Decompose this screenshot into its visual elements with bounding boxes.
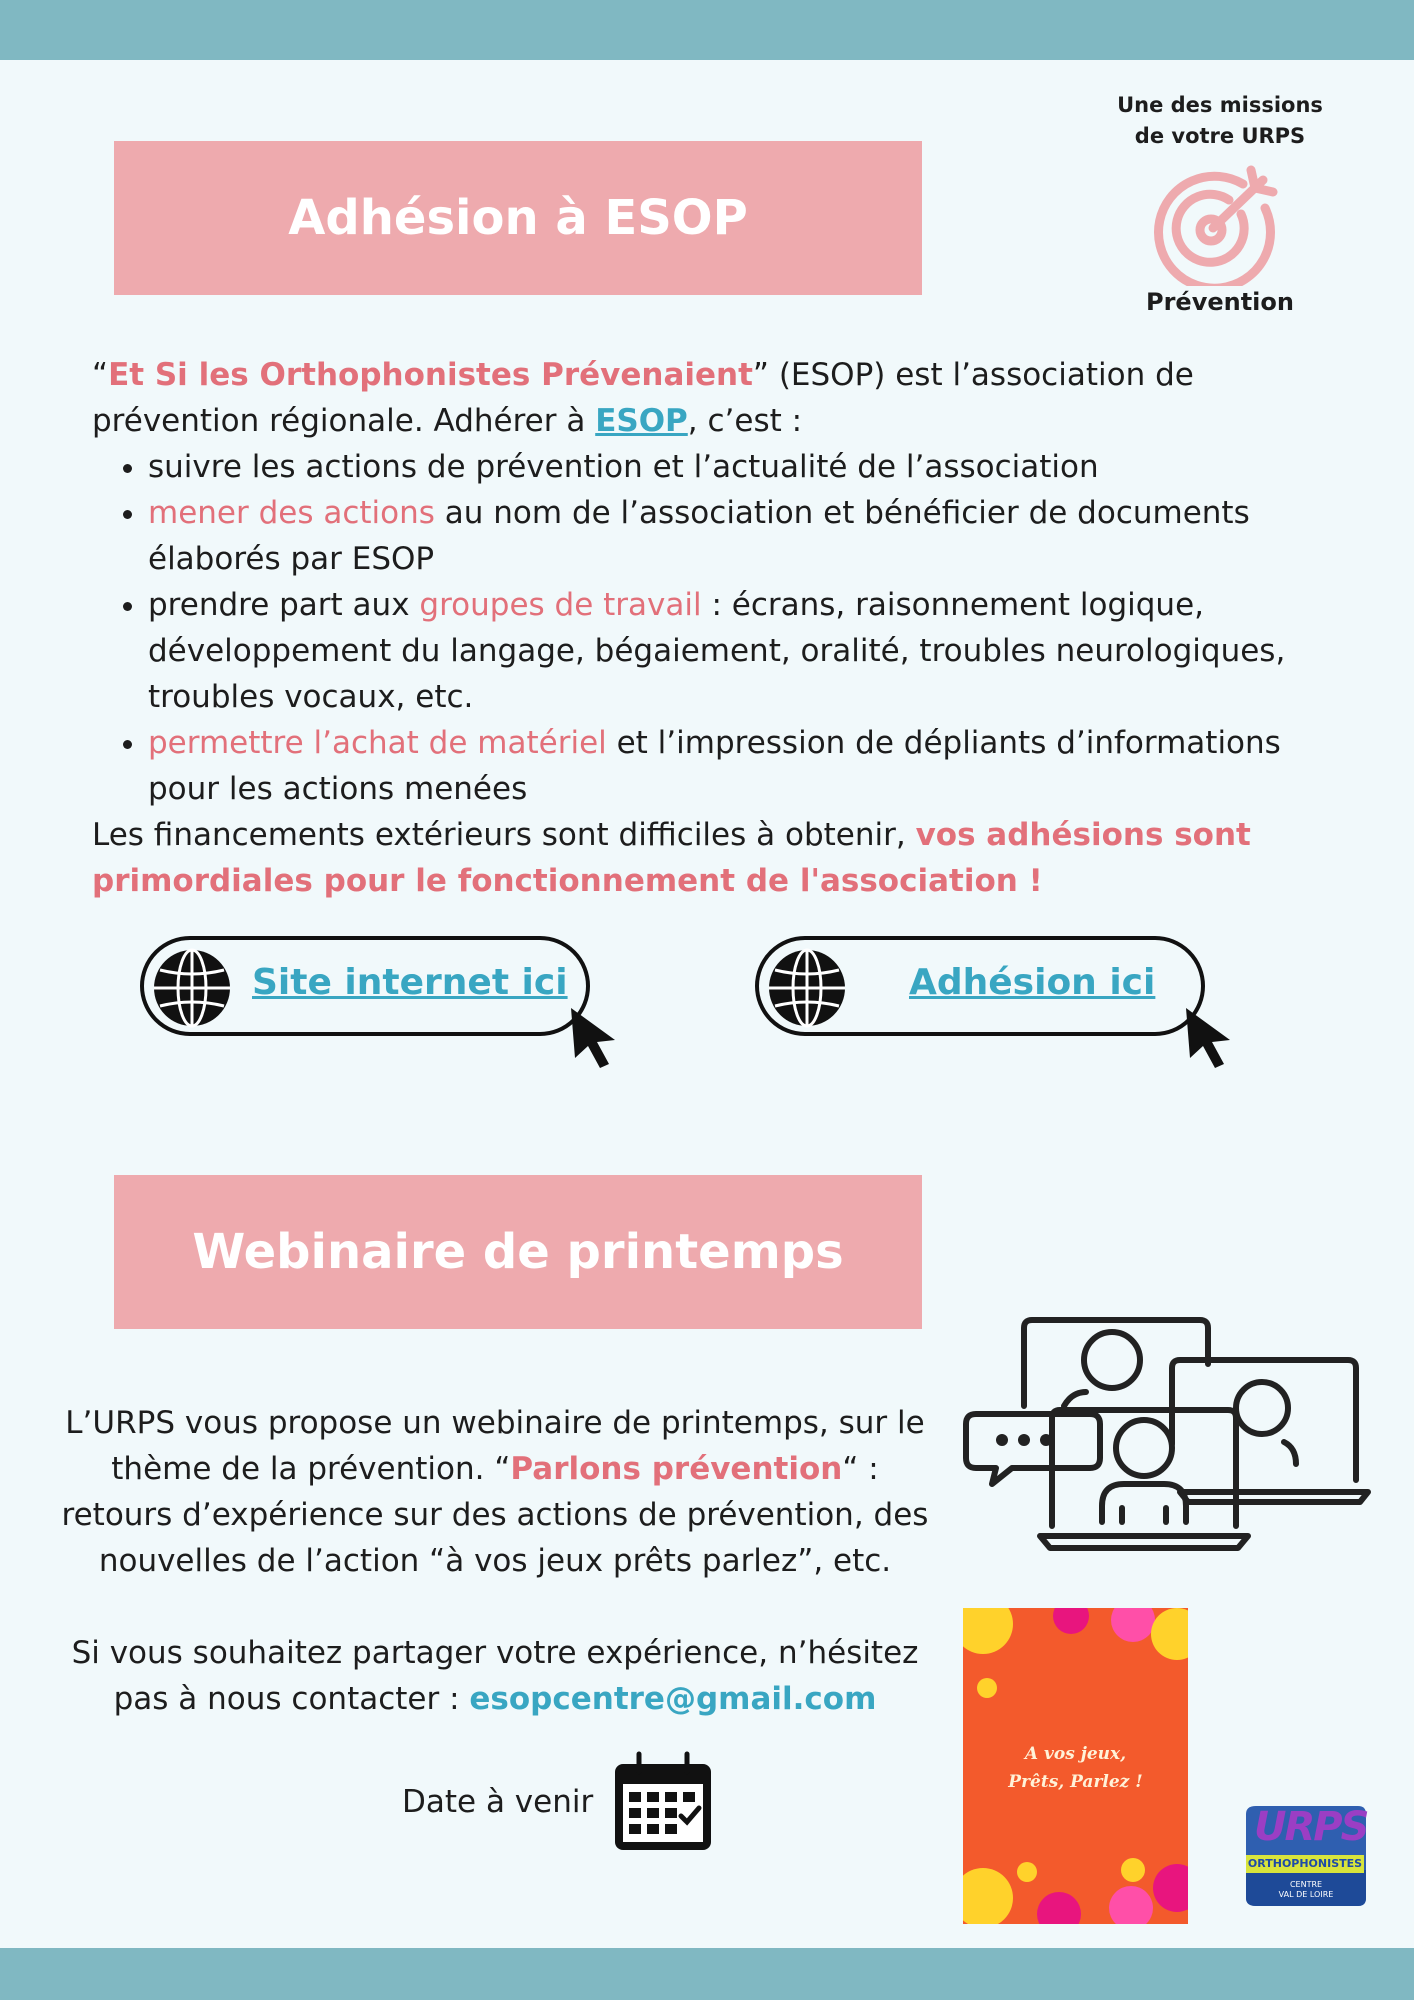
list-item-text: au nom de l’association et bénéficier de documents élaborés par ESOP <box>148 495 1250 577</box>
list-item <box>148 490 1342 582</box>
esop-title: Adhésion à ESOP <box>288 190 748 246</box>
webinar-paragraph <box>55 1400 935 1584</box>
funding-note <box>92 812 1342 904</box>
flyer-line-2: Prêts, Parlez ! <box>1008 1772 1143 1792</box>
funding-highlight: vos adhésions sont primordiales pour le fonctionnement de l'association ! <box>92 817 1251 899</box>
urps-logo-band: ORTHOPHONISTES <box>1246 1855 1364 1873</box>
list-item <box>148 444 1342 490</box>
list-item-highlight: permettre l’achat de matériel <box>148 725 607 761</box>
globe-icon <box>767 948 847 1028</box>
urps-logo-word: URPS <box>1254 1804 1368 1850</box>
esop-benefits-list <box>92 444 1342 812</box>
urps-logo <box>1240 1800 1370 1912</box>
mission-line-1: Une des missions <box>1117 93 1323 117</box>
website-button[interactable] <box>140 936 590 1036</box>
cursor-arrow-icon <box>569 1006 619 1068</box>
cursor-arrow-icon <box>1184 1006 1234 1068</box>
contact-paragraph <box>55 1630 935 1722</box>
list-item-highlight: groupes de travail <box>419 587 702 623</box>
esop-full-name: Et Si les Orthophonistes Prévenaient <box>108 357 753 393</box>
list-item-highlight: mener des actions <box>148 495 435 531</box>
esop-banner <box>114 141 922 295</box>
webinar-banner <box>114 1175 922 1329</box>
list-item <box>148 582 1342 720</box>
esop-body <box>92 352 1342 904</box>
list-item-text: suivre les actions de prévention et l’actualité de l’association <box>148 449 1099 485</box>
bottom-band <box>0 1948 1414 2000</box>
webinar-body <box>55 1400 935 1722</box>
list-item-text: prendre part aux <box>148 587 420 623</box>
webinar-title: Webinaire de printemps <box>192 1224 844 1280</box>
webinar-text: L’URPS vous propose un webinaire de printemps, sur le thème de la prévention. “ <box>65 1405 925 1487</box>
esop-link[interactable]: ESOP <box>595 403 688 439</box>
urps-logo-sub <box>1254 1880 1358 1900</box>
esop-intro-end: , c’est : <box>687 403 803 439</box>
membership-button-label[interactable]: Adhésion ici <box>909 962 1156 1003</box>
flyer-image <box>963 1608 1188 1924</box>
urps-logo-sub-2: VAL DE LOIRE <box>1278 1890 1334 1899</box>
esop-intro-text: ” (ESOP) est l’association de prévention régionale. Adhérer à <box>92 357 1194 439</box>
esop-intro <box>92 352 1342 444</box>
list-item-text: et l’impression de dépliants d’informations pour les actions menées <box>148 725 1281 807</box>
mission-line-2: de votre URPS <box>1134 124 1306 148</box>
list-item <box>148 720 1342 812</box>
flyer-text <box>963 1740 1188 1796</box>
list-item-text: : écrans, raisonnement logique, développement du langage, bégaiement, oralité, troubles neurologiques, troubles vocaux, etc. <box>148 587 1286 715</box>
webinar-text: “ : retours d’expérience sur des actions de prévention, des nouvelles de l’action “à vos jeux prêts parlez”, etc. <box>61 1451 929 1579</box>
flyer-line-1: A vos jeux, <box>1024 1744 1127 1764</box>
calendar-icon <box>611 1750 715 1854</box>
contact-email-link[interactable]: esopcentre@gmail.com <box>469 1681 877 1717</box>
urps-logo-sub-1: CENTRE <box>1289 1880 1323 1889</box>
date-label: Date à venir <box>402 1784 594 1820</box>
date-row <box>402 1750 715 1854</box>
funding-text: Les financements extérieurs sont difficiles à obtenir, <box>92 817 916 853</box>
top-band <box>0 0 1414 60</box>
target-arrow-icon <box>1145 156 1295 286</box>
video-call-icon <box>962 1308 1372 1558</box>
mission-badge <box>1100 90 1340 316</box>
membership-button[interactable] <box>755 936 1205 1036</box>
contact-text: Si vous souhaitez partager votre expérience, n’hésitez pas à nous contacter : <box>71 1635 919 1717</box>
webinar-highlight: Parlons prévention <box>510 1451 843 1487</box>
globe-icon <box>152 948 232 1028</box>
mission-label: Prévention <box>1146 288 1294 316</box>
quote-open: “ <box>92 357 109 393</box>
website-button-label[interactable]: Site internet ici <box>252 962 568 1003</box>
